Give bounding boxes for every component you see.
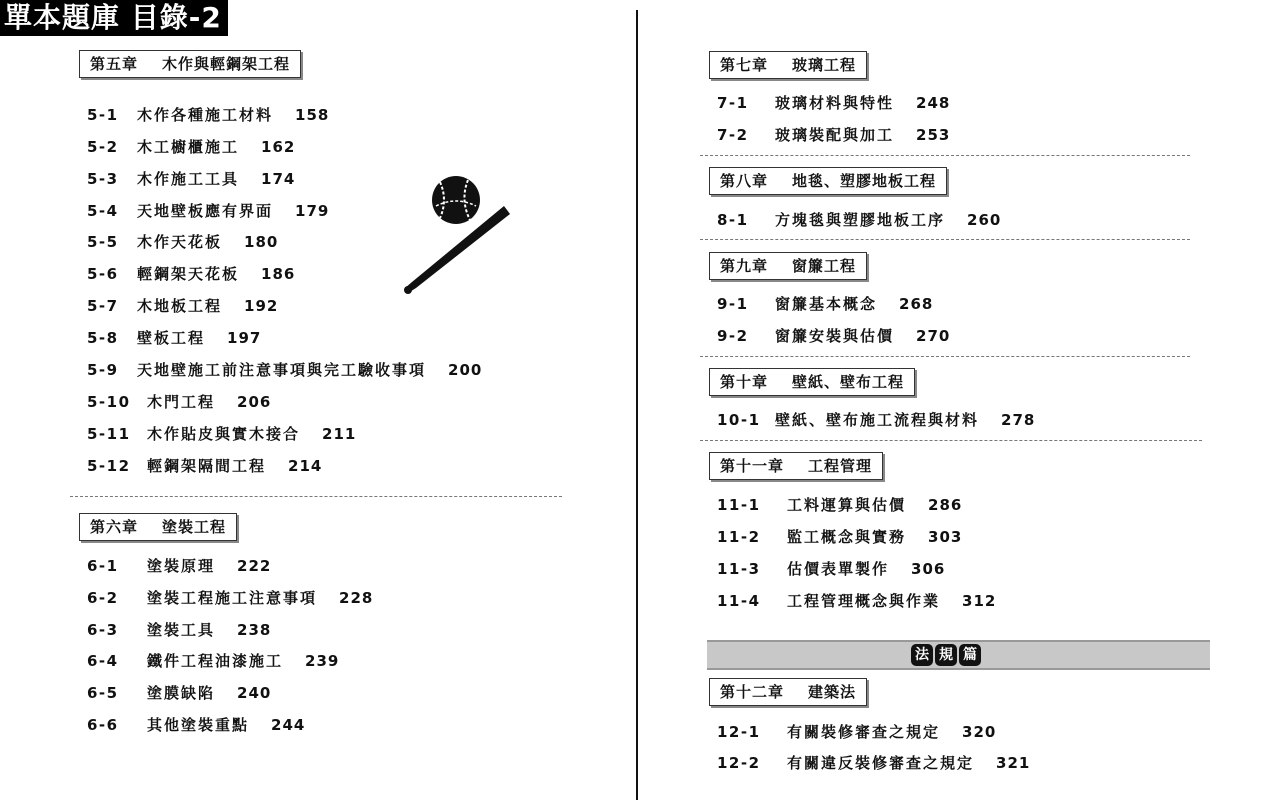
toc-entry[interactable]: 5-3 木作施工工具 174 [87,170,296,188]
chapter-8-heading [709,167,947,195]
section-divider [700,440,1202,441]
toc-entry[interactable]: 7-1 玻璃材料與特性 248 [717,94,951,112]
chapter-title: 窗簾工程 [792,257,857,275]
toc-entry[interactable]: 11-3 估價表單製作 306 [717,560,946,578]
chapter-11-heading [709,452,883,480]
chapter-label: 第六章 [90,518,139,536]
chapter-title: 壁紙、壁布工程 [792,373,905,391]
section-divider [700,356,1190,357]
chapter-5-heading [79,50,301,78]
chapter-9-heading [709,252,867,280]
toc-entry[interactable]: 12-2 有關違反裝修審查之規定 321 [717,754,1031,772]
center-divider [636,10,638,800]
toc-entry[interactable]: 5-6 輕鋼架天花板 186 [87,265,296,283]
chapter-title: 地毯、塑膠地板工程 [792,172,937,190]
toc-entry[interactable]: 11-2 監工概念與實務 303 [717,528,963,546]
chapter-10-heading [709,368,915,396]
toc-entry[interactable]: 9-1 窗簾基本概念 268 [717,295,934,313]
toc-entry[interactable]: 5-9 天地壁施工前注意事項與完工驗收事項 200 [87,361,483,379]
toc-entry[interactable]: 6-2 塗裝工程施工注意事項 228 [87,589,374,607]
toc-entry[interactable]: 6-5 塗膜缺陷 240 [87,684,272,702]
chapter-label: 第八章 [720,172,769,190]
toc-entry[interactable]: 5-2 木工櫥櫃施工 162 [87,138,296,156]
page-title: 單本題庫 目錄-2 [0,0,228,36]
toc-entry[interactable]: 7-2 玻璃裝配與加工 253 [717,126,951,144]
toc-entry[interactable]: 10-1 壁紙、壁布施工流程與材料 278 [717,411,1036,429]
toc-entry[interactable]: 5-8 壁板工程 197 [87,329,262,347]
chapter-label: 第五章 [90,55,139,73]
chapter-title: 塗裝工程 [162,518,227,536]
chapter-7-heading [709,51,867,79]
chapter-label: 第十一章 [720,457,785,475]
chapter-label: 第十二章 [720,683,785,701]
toc-entry[interactable]: 5-7 木地板工程 192 [87,297,279,315]
toc-entry[interactable]: 5-12 輕鋼架隔間工程 214 [87,457,323,475]
toc-entry[interactable]: 5-1 木作各種施工材料 158 [87,106,330,124]
baseball-bat-icon [400,170,510,295]
chapter-label: 第十章 [720,373,769,391]
toc-entry[interactable]: 12-1 有關裝修審查之規定 320 [717,723,997,741]
toc-entry[interactable]: 11-4 工程管理概念與作業 312 [717,592,997,610]
toc-entry[interactable]: 6-4 鐵件工程油漆施工 239 [87,652,340,670]
toc-entry[interactable]: 5-10 木門工程 206 [87,393,272,411]
chapter-label: 第七章 [720,56,769,74]
section-divider [70,496,562,497]
chapter-title: 木作與輕鋼架工程 [162,55,291,73]
chapter-title: 工程管理 [808,457,873,475]
section-header-regulations [707,640,1210,670]
toc-entry[interactable]: 6-3 塗裝工具 238 [87,621,272,639]
chapter-label: 第九章 [720,257,769,275]
toc-entry[interactable]: 11-1 工料運算與估價 286 [717,496,963,514]
chapter-title: 建築法 [808,683,857,701]
chapter-12-heading [709,678,867,706]
toc-entry[interactable]: 5-4 天地壁板應有界面 179 [87,202,330,220]
toc-entry[interactable]: 6-1 塗裝原理 222 [87,557,272,575]
section-divider [700,239,1190,240]
toc-entry[interactable]: 5-11 木作貼皮與實木接合 211 [87,425,357,443]
toc-entry[interactable]: 6-6 其他塗裝重點 244 [87,716,306,734]
toc-entry[interactable]: 8-1 方塊毯與塑膠地板工序 260 [717,211,1002,229]
chapter-6-heading [79,513,237,541]
section-divider [700,155,1190,156]
chapter-title: 玻璃工程 [792,56,857,74]
toc-entry[interactable]: 9-2 窗簾安裝與估價 270 [717,327,951,345]
section-title: 法 規 篇 [911,643,983,665]
toc-entry[interactable]: 5-5 木作天花板 180 [87,233,279,251]
